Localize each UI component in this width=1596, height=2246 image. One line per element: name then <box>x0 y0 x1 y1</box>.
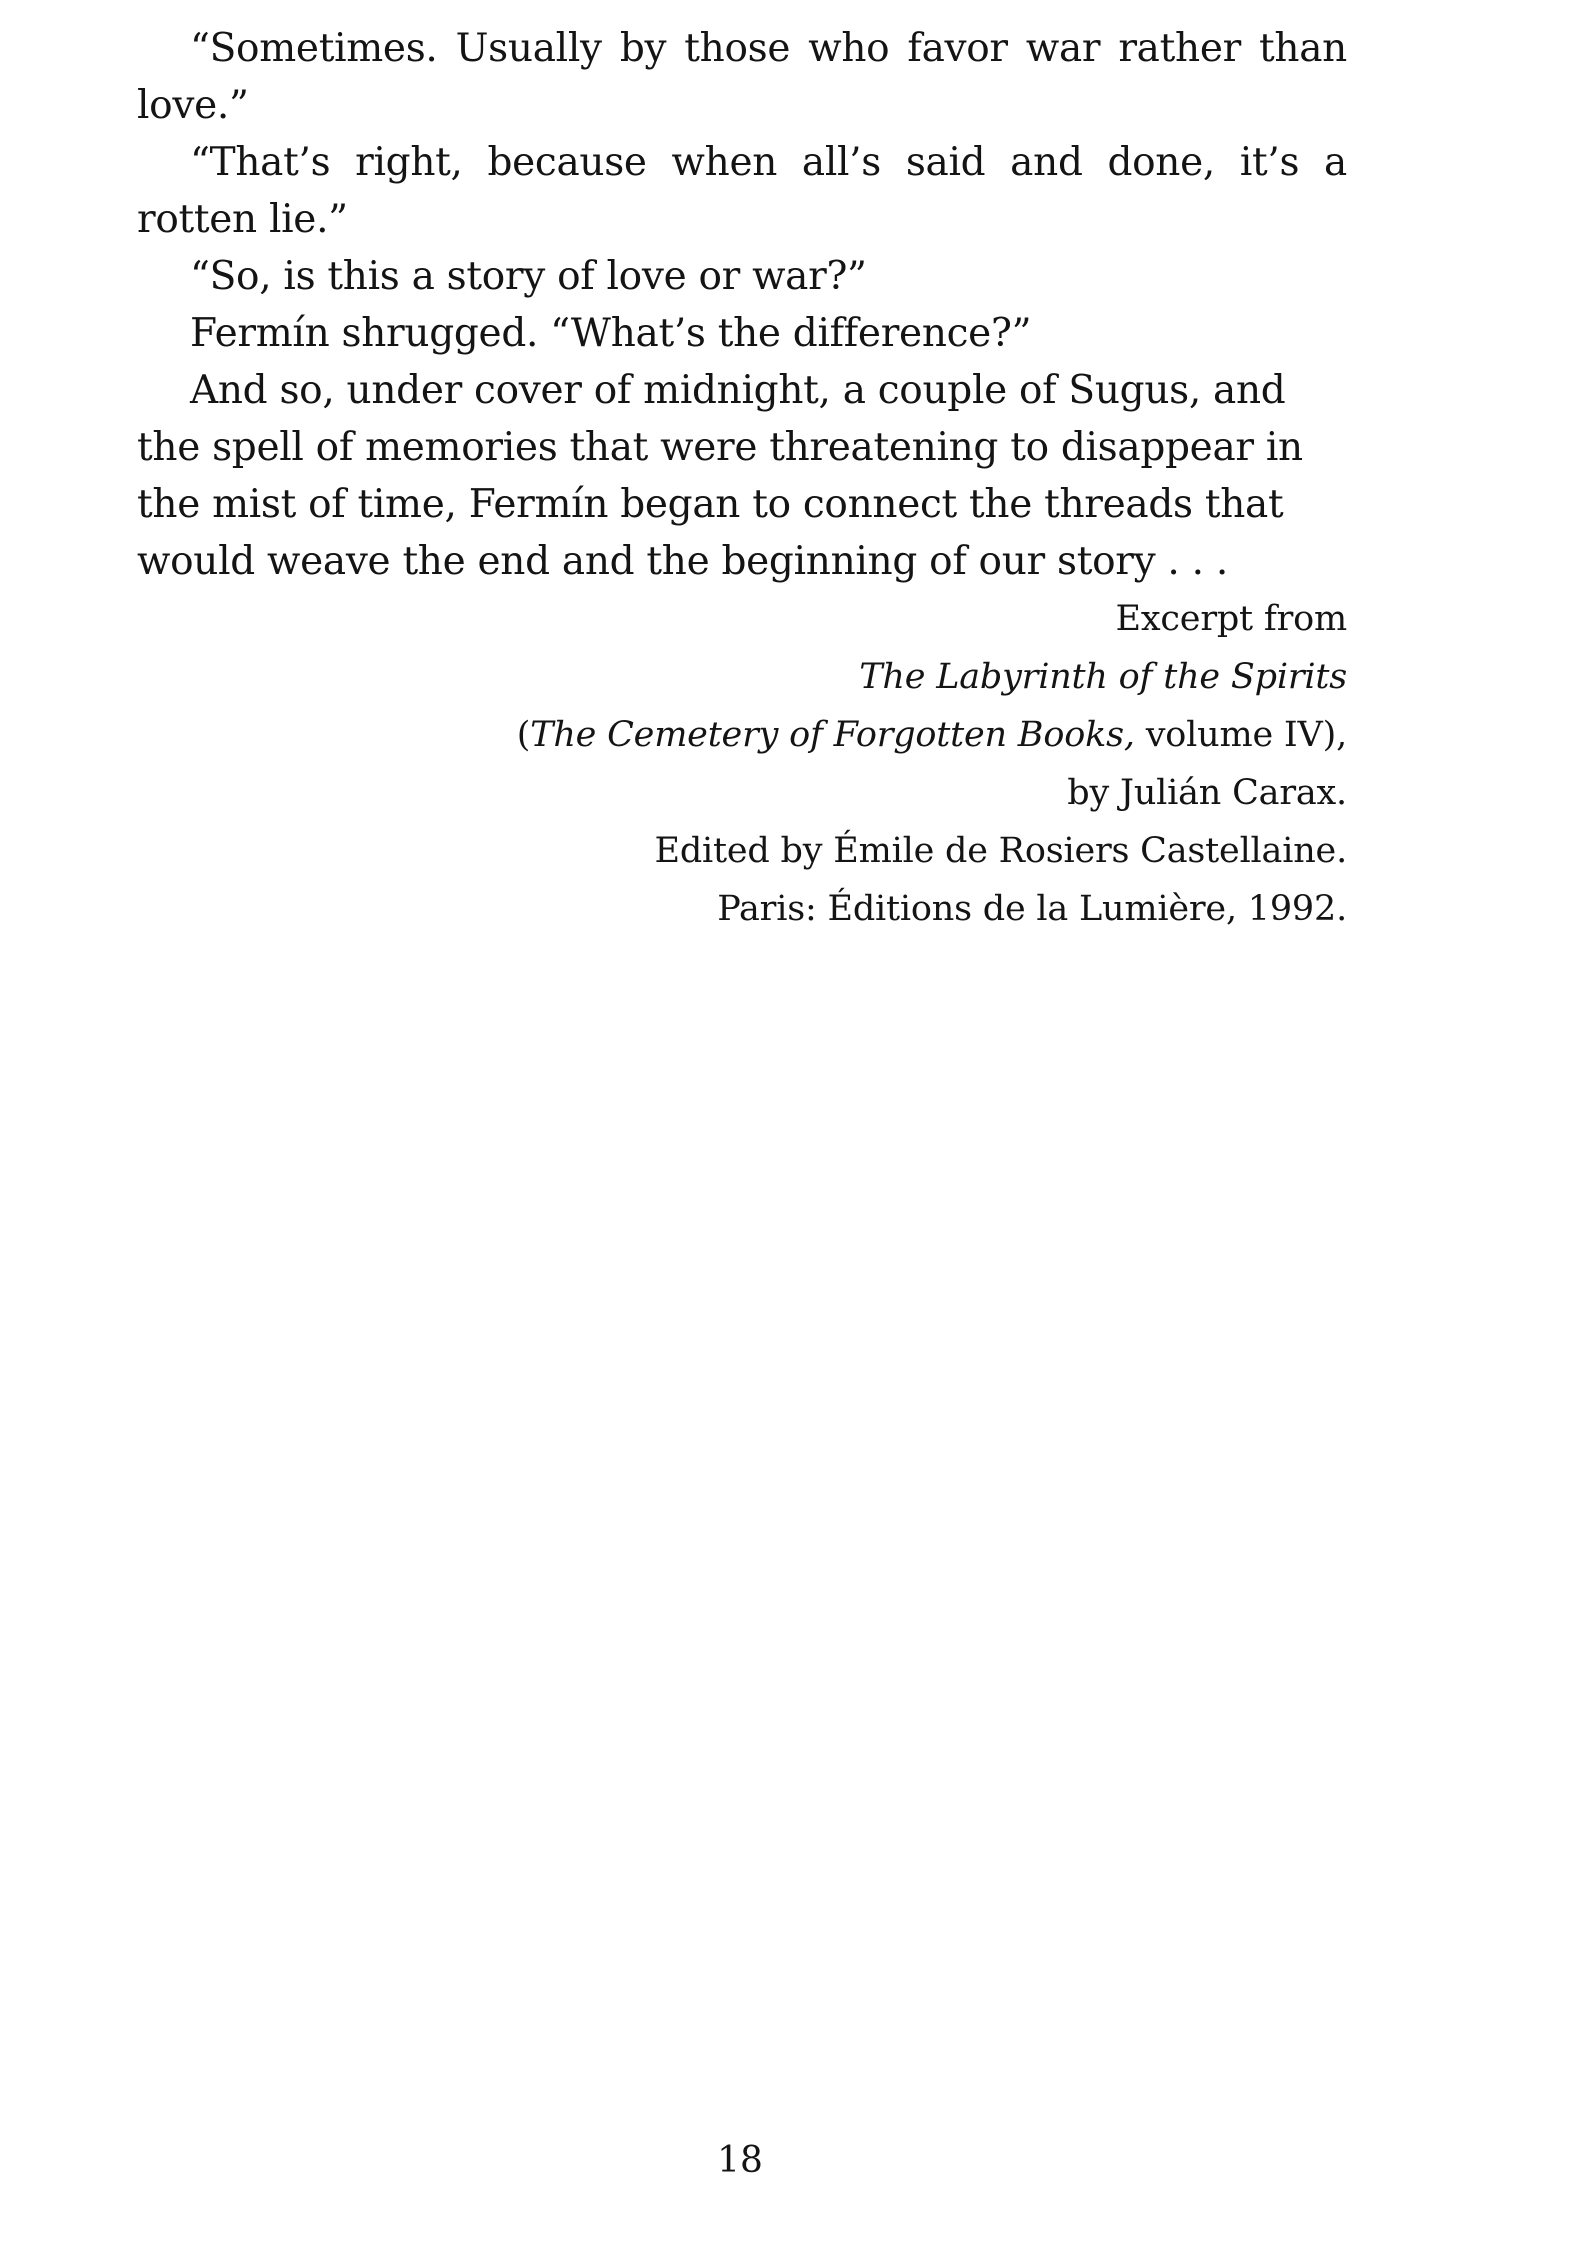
publisher-line: Paris: Éditions de la Lumière, 1992. <box>717 889 1347 929</box>
body-text <box>137 20 1347 938</box>
series-volume: volume IV), <box>1134 715 1347 755</box>
paragraph-2: “That’s right, because when all’s said and done, it’s a rotten lie.” <box>137 140 1347 242</box>
paragraph-1: “Sometimes. Usually by those who favor war rather than love.” <box>137 26 1347 128</box>
paragraph-5: And so, under cover of midnight, a couple of Sugus, and the spell of memories that were threatening to disappear in the mist of time, Fermín began to connect the threads that would weave the end and the beginning of our story . . . <box>137 368 1303 584</box>
excerpt-citation <box>137 590 1347 938</box>
book-title: The Labyrinth of the Spirits <box>859 657 1347 697</box>
excerpt-intro: Excerpt from <box>1115 599 1347 639</box>
paragraph-4: Fermín shrugged. “What’s the difference?” <box>190 311 1032 356</box>
series-open-paren: ( <box>516 715 531 755</box>
series-title: The Cemetery of Forgotten Books, <box>530 715 1135 755</box>
author-line: by Julián Carax. <box>1067 773 1347 813</box>
series-line <box>137 706 1347 764</box>
editor-line: Edited by Émile de Rosiers Castellaine. <box>654 831 1347 871</box>
page-number: 18 <box>717 2140 763 2181</box>
paragraph-3: “So, is this a story of love or war?” <box>190 254 867 299</box>
